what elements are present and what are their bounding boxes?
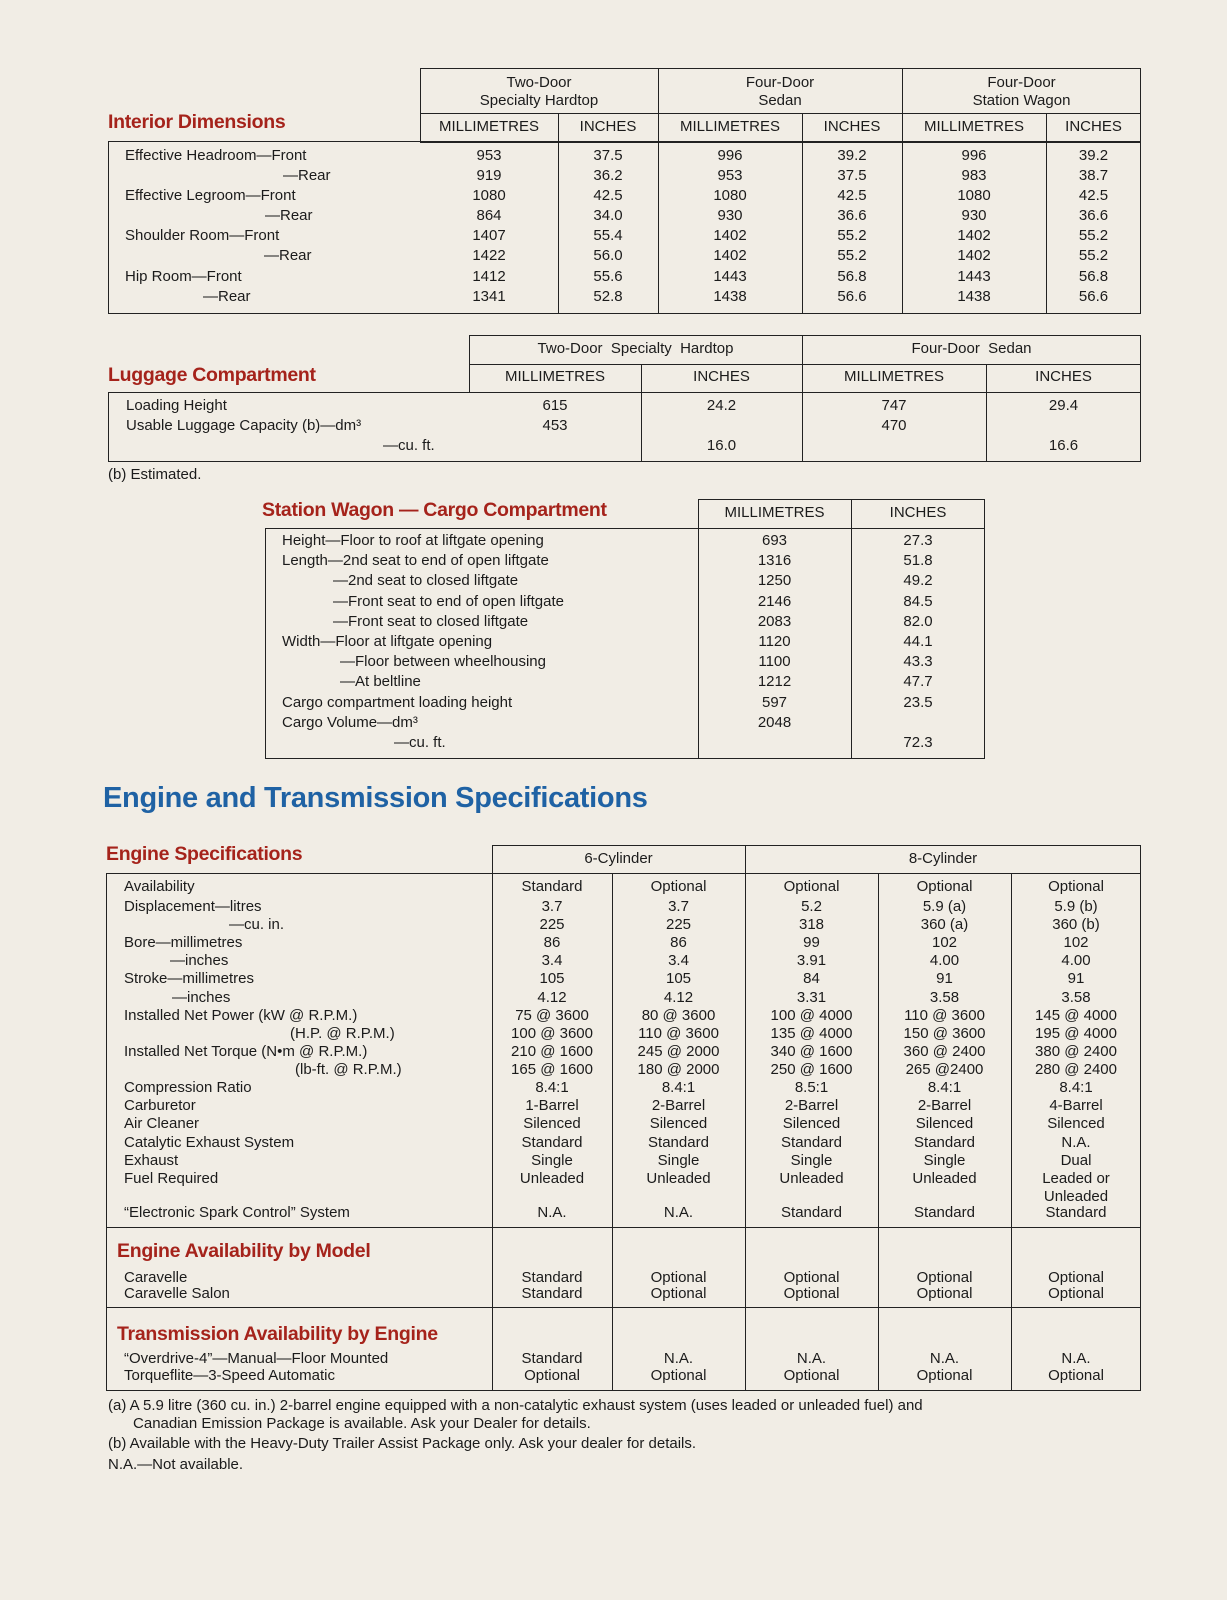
row-label: Installed Net Power (kW @ R.P.M.) <box>124 1007 358 1024</box>
unit-header: INCHES <box>889 504 947 521</box>
table-cell: Optional <box>783 1285 840 1302</box>
table-cell: 5.9 (a) <box>922 898 967 915</box>
table-cell: 56.6 <box>837 288 867 305</box>
table-cell: Unleaded <box>779 1170 844 1187</box>
table-cell: 360 (a) <box>920 916 969 933</box>
table-cell: 8.5:1 <box>794 1079 829 1096</box>
table-cell: Standard <box>521 1350 583 1367</box>
unit-header: MILLIMETRES <box>923 118 1025 135</box>
table-cell: 55.2 <box>1078 227 1109 244</box>
row-label: —Floor between wheelhousing <box>340 653 546 670</box>
row-label: Air Cleaner <box>124 1115 200 1132</box>
table-cell: 360 @ 2400 <box>903 1043 986 1060</box>
footnote-b: (b) Available with the Heavy-Duty Trailer Assist Package only. Ask your dealer for details. <box>108 1435 697 1452</box>
row-label: —cu. in. <box>229 916 285 933</box>
table-cell: 84 <box>803 970 820 987</box>
table-cell: 100 @ 4000 <box>770 1007 853 1024</box>
table-cell: 110 @ 3600 <box>638 1025 719 1042</box>
table-cell: Standard <box>914 1204 975 1221</box>
unit-header: MILLIMETRES <box>438 118 540 135</box>
table-cell: Optional <box>650 1269 707 1286</box>
row-label: Catalytic Exhaust System <box>124 1134 295 1151</box>
table-cell: 953 <box>717 167 743 184</box>
row-label: —Rear <box>283 167 331 184</box>
table-cell: 105 <box>665 970 692 987</box>
table-cell: 91 <box>1067 970 1085 987</box>
table-cell: 615 <box>542 397 568 414</box>
table-cell: 56.0 <box>593 247 623 264</box>
row-label: Displacement—litres <box>124 898 262 915</box>
table-cell: 36.2 <box>593 167 623 184</box>
table-cell: 37.5 <box>837 167 867 184</box>
table-cell: 1-Barrel <box>525 1097 579 1114</box>
table-cell: N.A. <box>929 1350 960 1367</box>
table-cell: N.A. <box>537 1204 567 1221</box>
table-cell: 250 @ 1600 <box>770 1061 853 1078</box>
table-cell: Silenced <box>1047 1115 1105 1132</box>
row-label: Shoulder Room—Front <box>125 227 280 244</box>
table-cell: 4.12 <box>537 989 567 1006</box>
table-cell: 8.4:1 <box>661 1079 696 1096</box>
luggage-footnote: (b) Estimated. <box>108 466 202 483</box>
unit-header: MILLIMETRES <box>504 368 606 385</box>
table-cell: 953 <box>476 147 502 164</box>
row-label: Stroke—millimetres <box>124 970 255 987</box>
table-cell: 4-Barrel <box>1049 1097 1103 1114</box>
row-label: (lb-ft. @ R.P.M.) <box>295 1061 402 1078</box>
table-cell: 1402 <box>957 247 991 264</box>
table-cell: 3.7 <box>541 898 563 915</box>
row-divider <box>106 1227 1141 1228</box>
table-cell: 84.5 <box>903 593 933 610</box>
table-cell: 597 <box>761 694 788 711</box>
row-label: Effective Legroom—Front <box>125 187 296 204</box>
table-cell: Optional <box>783 1367 840 1384</box>
table-cell: Single <box>790 1152 833 1169</box>
table-cell: Standard <box>1045 1204 1107 1221</box>
row-label: —Front seat to closed liftgate <box>333 613 529 630</box>
table-cell: 318 <box>798 916 825 933</box>
table-cell: 1438 <box>957 288 991 305</box>
unit-header: INCHES <box>693 368 750 385</box>
table-cell: Silenced <box>649 1115 708 1132</box>
table-cell: 102 <box>1063 934 1089 951</box>
row-label: “Overdrive-4”—Manual—Floor Mounted <box>124 1350 389 1367</box>
table-cell: 1412 <box>472 268 506 285</box>
table-cell: 4.00 <box>1061 952 1091 969</box>
table-cell: 43.3 <box>903 653 933 670</box>
table-cell: 930 <box>717 207 743 224</box>
table-cell: Silenced <box>523 1115 581 1132</box>
row-label: —cu. ft. <box>394 734 446 751</box>
table-cell: Silenced <box>782 1115 841 1132</box>
table-cell: 55.2 <box>1078 247 1109 264</box>
table-cell: 49.2 <box>903 572 933 589</box>
table-cell: 245 @ 2000 <box>637 1043 720 1060</box>
table-cell: Optional <box>650 878 707 895</box>
table-cell: Optional <box>1048 878 1104 895</box>
footnote-na: N.A.—Not available. <box>108 1456 244 1473</box>
table-cell: 27.3 <box>903 532 933 549</box>
table-cell: Optional <box>916 1269 973 1286</box>
table-cell: 3.91 <box>796 952 827 969</box>
column-group-header: Two-Door Specialty Hardtop <box>479 74 599 109</box>
table-cell: 165 @ 1600 <box>511 1061 593 1078</box>
row-label: Caravelle Salon <box>124 1285 230 1302</box>
table-cell: Unleaded <box>646 1170 711 1187</box>
table-cell: N.A. <box>663 1204 694 1221</box>
table-cell: 3.7 <box>668 898 689 915</box>
table-cell: 37.5 <box>593 147 623 164</box>
table-cell: 52.8 <box>593 288 623 305</box>
table-cell: 2-Barrel <box>784 1097 839 1114</box>
table-cell: 24.2 <box>706 397 737 414</box>
table-cell: 225 <box>665 916 692 933</box>
row-label: Torqueflite—3-Speed Automatic <box>124 1367 335 1384</box>
column-group-header: Four-Door Station Wagon <box>972 74 1071 109</box>
table-cell: 1422 <box>472 247 506 264</box>
column-group-header: Four-Door Sedan <box>745 74 815 109</box>
table-cell: 1443 <box>957 268 991 285</box>
table-cell: 5.2 <box>801 898 822 915</box>
row-divider <box>469 364 1141 365</box>
unit-header: INCHES <box>1065 118 1122 135</box>
row-label: (H.P. @ R.P.M.) <box>290 1025 395 1042</box>
row-label: —At beltline <box>340 673 421 690</box>
table-cell: Optional <box>916 1285 973 1302</box>
table-cell: N.A. <box>1061 1350 1091 1367</box>
table-cell: 195 @ 4000 <box>1035 1025 1117 1042</box>
table-cell: 8.4:1 <box>535 1079 569 1096</box>
table-cell: 55.6 <box>593 268 623 285</box>
row-label: Bore—millimetres <box>124 934 243 951</box>
table-cell: N.A. <box>1061 1134 1091 1151</box>
table-cell: 44.1 <box>903 633 933 650</box>
table-cell: 55.2 <box>837 227 867 244</box>
table-cell: Leaded or Unleaded <box>1042 1170 1110 1205</box>
row-label: —inches <box>172 989 231 1006</box>
table-cell: 180 @ 2000 <box>637 1061 720 1078</box>
table-cell: 4.00 <box>929 952 960 969</box>
row-label: Exhaust <box>124 1152 179 1169</box>
column-group-header: 8-Cylinder <box>908 850 978 867</box>
row-label: “Electronic Spark Control” System <box>124 1204 350 1221</box>
table-cell: 1402 <box>713 247 747 264</box>
table-cell: Optional <box>650 1285 707 1302</box>
unit-header: INCHES <box>579 118 637 135</box>
table-cell: 150 @ 3600 <box>903 1025 986 1042</box>
table-cell: 55.2 <box>837 247 867 264</box>
table-cell: 4.12 <box>663 989 694 1006</box>
table-cell: 1080 <box>472 187 506 204</box>
table-cell: 996 <box>717 147 743 164</box>
row-label: Availability <box>124 878 195 895</box>
table-cell: 56.8 <box>1078 268 1109 285</box>
table-cell: 16.6 <box>1048 437 1079 454</box>
row-label: Installed Net Torque (N•m @ R.P.M.) <box>124 1043 368 1060</box>
table-cell: 3.31 <box>796 989 827 1006</box>
table-cell: 38.7 <box>1078 167 1109 184</box>
table-cell: Single <box>923 1152 966 1169</box>
column-group-header: 6-Cylinder <box>584 850 653 867</box>
section-title-cargo: Station Wagon — Cargo Compartment <box>262 499 607 521</box>
table-cell: Standard <box>648 1134 709 1151</box>
table-cell: 56.6 <box>1078 288 1109 305</box>
table-cell: 210 @ 1600 <box>511 1043 593 1060</box>
section-title-engine: Engine Specifications <box>106 843 303 865</box>
table-cell: 16.0 <box>706 437 737 454</box>
table-cell: Unleaded <box>912 1170 977 1187</box>
table-cell: 340 @ 1600 <box>770 1043 853 1060</box>
table-cell: 42.5 <box>1078 187 1109 204</box>
table-cell: Standard <box>521 878 583 895</box>
row-label: —Rear <box>203 288 251 305</box>
table-cell: Optional <box>1048 1367 1104 1384</box>
table-cell: 453 <box>542 417 568 434</box>
table-cell: 55.4 <box>593 227 623 244</box>
table-cell: 47.7 <box>903 673 933 690</box>
row-label: Usable Luggage Capacity (b)—dm³ <box>126 417 362 434</box>
table-cell: 919 <box>476 167 502 184</box>
table-cell: 1080 <box>957 187 991 204</box>
table-cell: 1407 <box>472 227 506 244</box>
unit-header: MILLIMETRES <box>724 504 825 521</box>
row-label: —2nd seat to closed liftgate <box>333 572 519 589</box>
row-label: Hip Room—Front <box>125 268 242 285</box>
table-cell: N.A. <box>663 1350 694 1367</box>
row-label: —Rear <box>264 247 312 264</box>
table-cell: 102 <box>931 934 958 951</box>
table-cell: 36.6 <box>837 207 867 224</box>
row-label: Length—2nd seat to end of open liftgate <box>282 552 549 569</box>
row-divider <box>106 1307 1141 1308</box>
table-cell: 99 <box>803 934 820 951</box>
engine-transmission-heading: Engine and Transmission Specifications <box>103 782 648 814</box>
table-cell: 280 @ 2400 <box>1035 1061 1117 1078</box>
row-label: Effective Headroom—Front <box>125 147 307 164</box>
table-cell: 1250 <box>757 572 792 589</box>
table-cell: 75 @ 3600 <box>515 1007 589 1024</box>
table-cell: 2083 <box>757 613 792 630</box>
table-cell: Standard <box>781 1134 842 1151</box>
table-cell: 8.4:1 <box>1059 1079 1093 1096</box>
table-cell: 1080 <box>713 187 747 204</box>
table-cell: 2-Barrel <box>917 1097 972 1114</box>
row-label: —inches <box>170 952 229 969</box>
row-label: Height—Floor to roof at liftgate opening <box>282 532 544 549</box>
table-cell: 42.5 <box>837 187 867 204</box>
table-cell: 135 @ 4000 <box>770 1025 853 1042</box>
unit-header: INCHES <box>1035 368 1092 385</box>
table-cell: N.A. <box>796 1350 827 1367</box>
table-cell: 39.2 <box>1078 147 1109 164</box>
table-cell: 1316 <box>757 552 792 569</box>
table-cell: 51.8 <box>903 552 933 569</box>
table-cell: Standard <box>781 1204 842 1221</box>
table-cell: 693 <box>761 532 788 549</box>
table-cell: 8.4:1 <box>927 1079 962 1096</box>
table-cell: Single <box>657 1152 700 1169</box>
unit-header: INCHES <box>823 118 881 135</box>
row-label: Fuel Required <box>124 1170 219 1187</box>
column-group-header: Two-Door Specialty Hardtop <box>537 340 734 357</box>
table-cell: Optional <box>524 1367 580 1384</box>
table-cell: Standard <box>521 1134 583 1151</box>
table-cell: 3.58 <box>1061 989 1091 1006</box>
table-cell: Optional <box>1048 1285 1104 1302</box>
table-cell: 86 <box>543 934 561 951</box>
section-title-model-availability: Engine Availability by Model <box>117 1240 371 1262</box>
column-group-header: Four-Door Sedan <box>911 340 1032 357</box>
table-cell: Dual <box>1060 1152 1092 1169</box>
table-cell: 225 <box>539 916 565 933</box>
table-cell: 100 @ 3600 <box>511 1025 593 1042</box>
row-divider <box>420 113 1141 114</box>
table-cell: 2146 <box>757 593 792 610</box>
section-title-luggage: Luggage Compartment <box>108 364 316 386</box>
row-label: —Rear <box>265 207 313 224</box>
unit-header: MILLIMETRES <box>843 368 945 385</box>
table-cell: Standard <box>521 1269 583 1286</box>
row-label: Cargo Volume—dm³ <box>282 714 418 731</box>
table-cell: 983 <box>961 167 987 184</box>
table-cell: 34.0 <box>593 207 623 224</box>
table-cell: 1402 <box>957 227 991 244</box>
table-cell: 747 <box>881 397 907 414</box>
row-label: —Front seat to end of open liftgate <box>333 593 564 610</box>
table-cell: 2-Barrel <box>651 1097 706 1114</box>
table-cell: 864 <box>476 207 502 224</box>
row-label: Loading Height <box>126 397 227 414</box>
table-cell: Optional <box>1048 1269 1104 1286</box>
footnote-a: (a) A 5.9 litre (360 cu. in.) 2-barrel engine equipped with a non-catalytic exhaust system (uses leaded or unleaded fuel) and Canadian Emission Package is available. Ask your Dealer for details. <box>108 1397 923 1432</box>
table-cell: 1402 <box>713 227 747 244</box>
table-cell: Optional <box>783 1269 840 1286</box>
table-cell: 29.4 <box>1048 397 1079 414</box>
row-label: Width—Floor at liftgate opening <box>282 633 493 650</box>
table-cell: 91 <box>936 970 953 987</box>
table-cell: Unleaded <box>519 1170 585 1187</box>
row-label: —cu. ft. <box>383 437 435 454</box>
table-cell: 3.4 <box>541 952 563 969</box>
table-cell: 265 @2400 <box>905 1061 984 1078</box>
table-cell: 3.4 <box>668 952 689 969</box>
table-cell: 39.2 <box>837 147 867 164</box>
section-title-transmission-availability: Transmission Availability by Engine <box>117 1323 438 1345</box>
table-cell: 3.58 <box>929 989 960 1006</box>
row-label: Compression Ratio <box>124 1079 252 1096</box>
table-cell: 1341 <box>472 288 506 305</box>
table-cell: 86 <box>670 934 687 951</box>
table-cell: 82.0 <box>903 613 933 630</box>
table-cell: Standard <box>521 1285 583 1302</box>
table-cell: 23.5 <box>903 694 933 711</box>
table-cell: 36.6 <box>1078 207 1109 224</box>
table-cell: Optional <box>916 878 973 895</box>
table-cell: 2048 <box>757 714 792 731</box>
table-cell: Optional <box>783 878 840 895</box>
table-cell: 1120 <box>758 633 791 650</box>
table-cell: 380 @ 2400 <box>1035 1043 1117 1060</box>
row-label: Cargo compartment loading height <box>282 694 513 711</box>
table-cell: 1443 <box>713 268 747 285</box>
row-label: Carburetor <box>124 1097 196 1114</box>
table-cell: Optional <box>650 1367 707 1384</box>
table-cell: 5.9 (b) <box>1054 898 1098 915</box>
table-cell: Optional <box>916 1367 973 1384</box>
table-cell: 56.8 <box>837 268 867 285</box>
table-cell: 42.5 <box>593 187 623 204</box>
table-cell: 360 (b) <box>1052 916 1100 933</box>
table-cell: 1100 <box>758 653 791 670</box>
table-cell: 1212 <box>757 673 792 690</box>
table-cell: 80 @ 3600 <box>641 1007 716 1024</box>
section-title-interior: Interior Dimensions <box>108 111 286 133</box>
table-cell: 110 @ 3600 <box>904 1007 985 1024</box>
table-cell: Standard <box>914 1134 975 1151</box>
table-cell: 930 <box>961 207 987 224</box>
unit-header: MILLIMETRES <box>679 118 781 135</box>
table-cell: 105 <box>539 970 565 987</box>
table-cell: 1438 <box>713 288 747 305</box>
table-cell: Silenced <box>915 1115 974 1132</box>
table-cell: 145 @ 4000 <box>1035 1007 1117 1024</box>
table-cell: 72.3 <box>903 734 933 751</box>
table-cell: 470 <box>881 417 907 434</box>
row-label: Caravelle <box>124 1269 188 1286</box>
table-cell: 996 <box>961 147 987 164</box>
table-cell: Single <box>531 1152 573 1169</box>
